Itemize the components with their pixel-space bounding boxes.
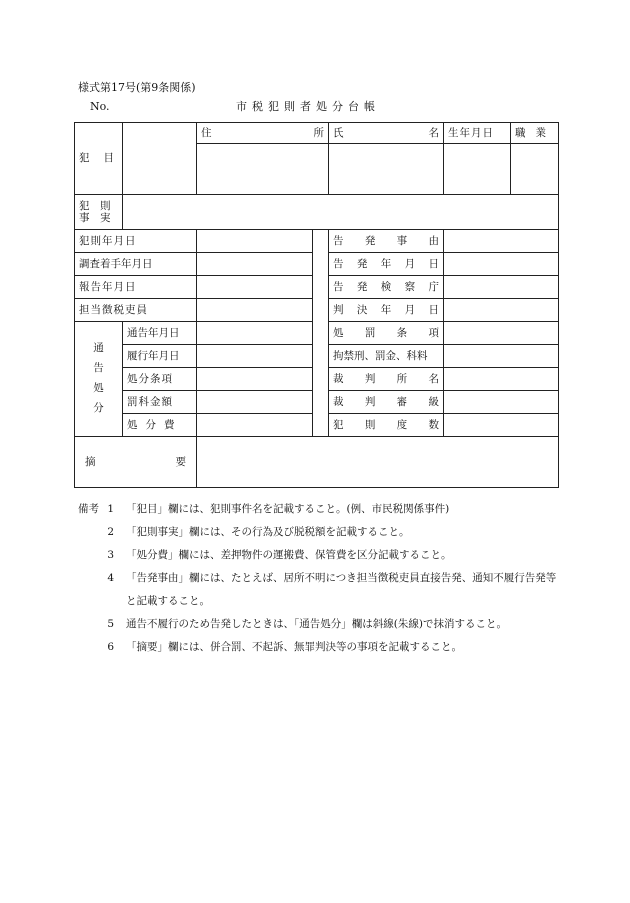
right-row-label-char: 発 [356,280,368,293]
notice-row-label [123,345,197,368]
right-row-label-char: 年 [380,303,392,316]
left-row-input[interactable] [197,253,313,276]
form-number: 様式第17号(第9条関係) [78,81,196,94]
birthdate-input-cell[interactable] [444,144,511,195]
offense-facts-label [75,195,123,230]
right-row-input[interactable] [444,414,559,437]
right-row-label-char: 発 [356,257,368,270]
right-row-label [329,253,444,276]
note-item [78,636,558,659]
notice-row-input[interactable] [197,322,313,345]
right-row-label [329,322,444,345]
right-row-label-char: 日 [428,257,439,270]
notice-row-label [123,391,197,414]
note-number: 2 [107,526,114,538]
offender-label-cell [75,123,123,195]
left-row-input[interactable] [197,276,313,299]
note-item [78,567,558,613]
notice-row-label [123,322,197,345]
notice-label-char: 処 [93,382,104,394]
left-row-label-text: 犯則年月日 [79,234,137,247]
right-row-label-char: 月 [404,303,416,316]
right-row-input[interactable] [444,368,559,391]
left-row-input[interactable] [197,299,313,322]
notice-row-label [123,368,197,391]
right-row-label-char: 告 [333,257,344,270]
notice-row-label-text: 通告年月日 [127,326,180,339]
address-input-cell[interactable] [197,144,329,195]
right-row-label-char: 級 [428,395,439,408]
left-row-label [75,230,197,253]
notice-row-label-text: 処分費 [127,418,183,431]
right-row-label-char: 罰 [364,326,376,339]
notice-label-char: 分 [93,401,104,414]
right-row-label [329,276,444,299]
note-number: 1 [107,503,114,515]
right-row-label-char: 判 [364,372,376,385]
note-number: 6 [107,641,114,653]
note-number: 5 [107,618,114,630]
address-header-char: 住 [201,126,212,139]
note-text: 「犯目」欄には、犯則事件名を記載すること。(例、市民税関係事件) [126,503,450,515]
right-row-label-char: 項 [428,326,439,339]
right-row-label-char: 処 [333,326,344,339]
right-row-label [329,368,444,391]
right-row-input[interactable] [444,322,559,345]
note-number: 3 [107,549,114,561]
right-row-label-char: 検 [380,280,392,293]
offender-label-char: 犯 [79,152,90,165]
notes-heading: 備考 [78,503,99,515]
document-title: 市税犯則者処分台帳 [236,100,380,113]
remarks-label-char: 摘 [85,455,96,468]
right-row-label [329,391,444,414]
name-header [329,123,444,144]
notice-row-label-text: 履行年月日 [127,349,180,362]
occupation-header-char: 業 [535,126,546,139]
right-row-label-char: 数 [428,418,439,431]
right-row-label-char: 判 [333,303,344,316]
right-row-label-char: 裁 [333,372,344,385]
right-row-label-char: 決 [356,303,368,316]
notice-row-label-text: 処分条項 [127,372,173,385]
right-row-input[interactable] [444,230,559,253]
left-row-label [75,276,197,299]
offense-facts-line: 事 実 [79,212,111,224]
notice-label-char: 通 [93,342,104,355]
occupation-header [511,123,559,144]
name-input-cell[interactable] [329,144,444,195]
birthdate-header-text: 生年月日 [448,126,494,139]
remarks-input[interactable] [197,437,559,488]
occupation-input-cell[interactable] [511,144,559,195]
left-row-label-text: 報告年月日 [79,280,137,293]
note-text: 「告発事由」欄には、たとえば、居所不明につき担当徴税吏員直接告発、通知不履行告発等と記載すること。 [126,572,557,607]
offender-category-cell[interactable] [123,123,197,195]
right-row-label-char: 所 [396,372,408,385]
remarks-label [75,437,197,488]
name-header-char: 名 [428,126,439,139]
left-row-label [75,253,197,276]
right-row-label-char: 告 [333,234,344,247]
offender-label-char: 目 [103,152,114,165]
notice-row-label [123,414,197,437]
divider-column [313,230,329,437]
remarks-label-char: 要 [175,455,186,468]
right-row-label-char: 日 [428,303,439,316]
right-row-label [329,414,444,437]
right-row-label-char: 察 [404,280,416,293]
notice-label-char: 告 [93,362,104,375]
right-row-input[interactable] [444,253,559,276]
right-row-label-char: 度 [396,418,408,431]
right-row-label [329,345,444,368]
left-row-input[interactable] [197,230,313,253]
number-label: No. [90,100,110,113]
name-header-char: 氏 [333,126,344,139]
right-row-label-char: 事 [396,234,408,247]
right-row-label-char: 年 [380,257,392,270]
offense-facts-input[interactable] [123,195,559,230]
right-row-label-char: 条 [396,326,408,339]
notes-section [78,498,558,659]
right-row-label [329,299,444,322]
address-header [197,123,329,144]
notice-row-input[interactable] [197,391,313,414]
notice-row-input[interactable] [197,345,313,368]
right-row-label-char: 審 [396,395,408,408]
left-row-label-text: 担当徴税吏員 [79,303,148,316]
left-row-label [75,299,197,322]
right-row-input[interactable] [444,391,559,414]
note-number: 4 [107,572,114,584]
right-row-label-char: 告 [333,280,344,293]
right-row-label-text: 拘禁刑、罰金、科料 [333,349,428,362]
notice-disposition-label [75,322,123,437]
notice-row-input[interactable] [197,368,313,391]
right-row-label-char: 則 [364,418,376,431]
right-row-input[interactable] [444,276,559,299]
left-row-label-text: 調査着手年月日 [79,257,153,270]
right-row-label [329,230,444,253]
notice-row-input[interactable] [197,414,313,437]
right-row-label-char: 名 [428,372,439,385]
notice-row-label-text: 罰科金額 [127,395,173,408]
right-row-label-char: 犯 [333,418,344,431]
right-row-label-char: 発 [364,234,376,247]
note-text: 「摘要」欄には、併合罰、不起訴、無罪判決等の事項を記載すること。 [126,641,462,653]
note-item [78,498,558,521]
note-text: 「処分費」欄には、差押物件の運搬費、保管費を区分記載すること。 [126,549,452,561]
right-row-label-char: 判 [364,395,376,408]
birthdate-header [444,123,511,144]
address-header-char: 所 [313,126,324,139]
offense-facts-line: 犯 則 [79,199,111,212]
right-row-input[interactable] [444,345,559,368]
note-text: 通告不履行のため告発したときは、「通告処分」欄は斜線(朱線)で抹消すること。 [126,618,507,630]
right-row-label-char: 裁 [333,395,344,408]
note-item [78,613,558,636]
right-row-label-char: 月 [404,257,416,270]
offender-ledger-table [74,122,559,488]
right-row-input[interactable] [444,299,559,322]
occupation-header-char: 職 [515,126,526,139]
note-item [78,544,558,567]
note-item [78,521,558,544]
right-row-label-char: 庁 [428,280,439,293]
right-row-label-char: 由 [428,234,439,247]
note-text: 「犯則事実」欄には、その行為及び脱税額を記載すること。 [126,526,410,538]
